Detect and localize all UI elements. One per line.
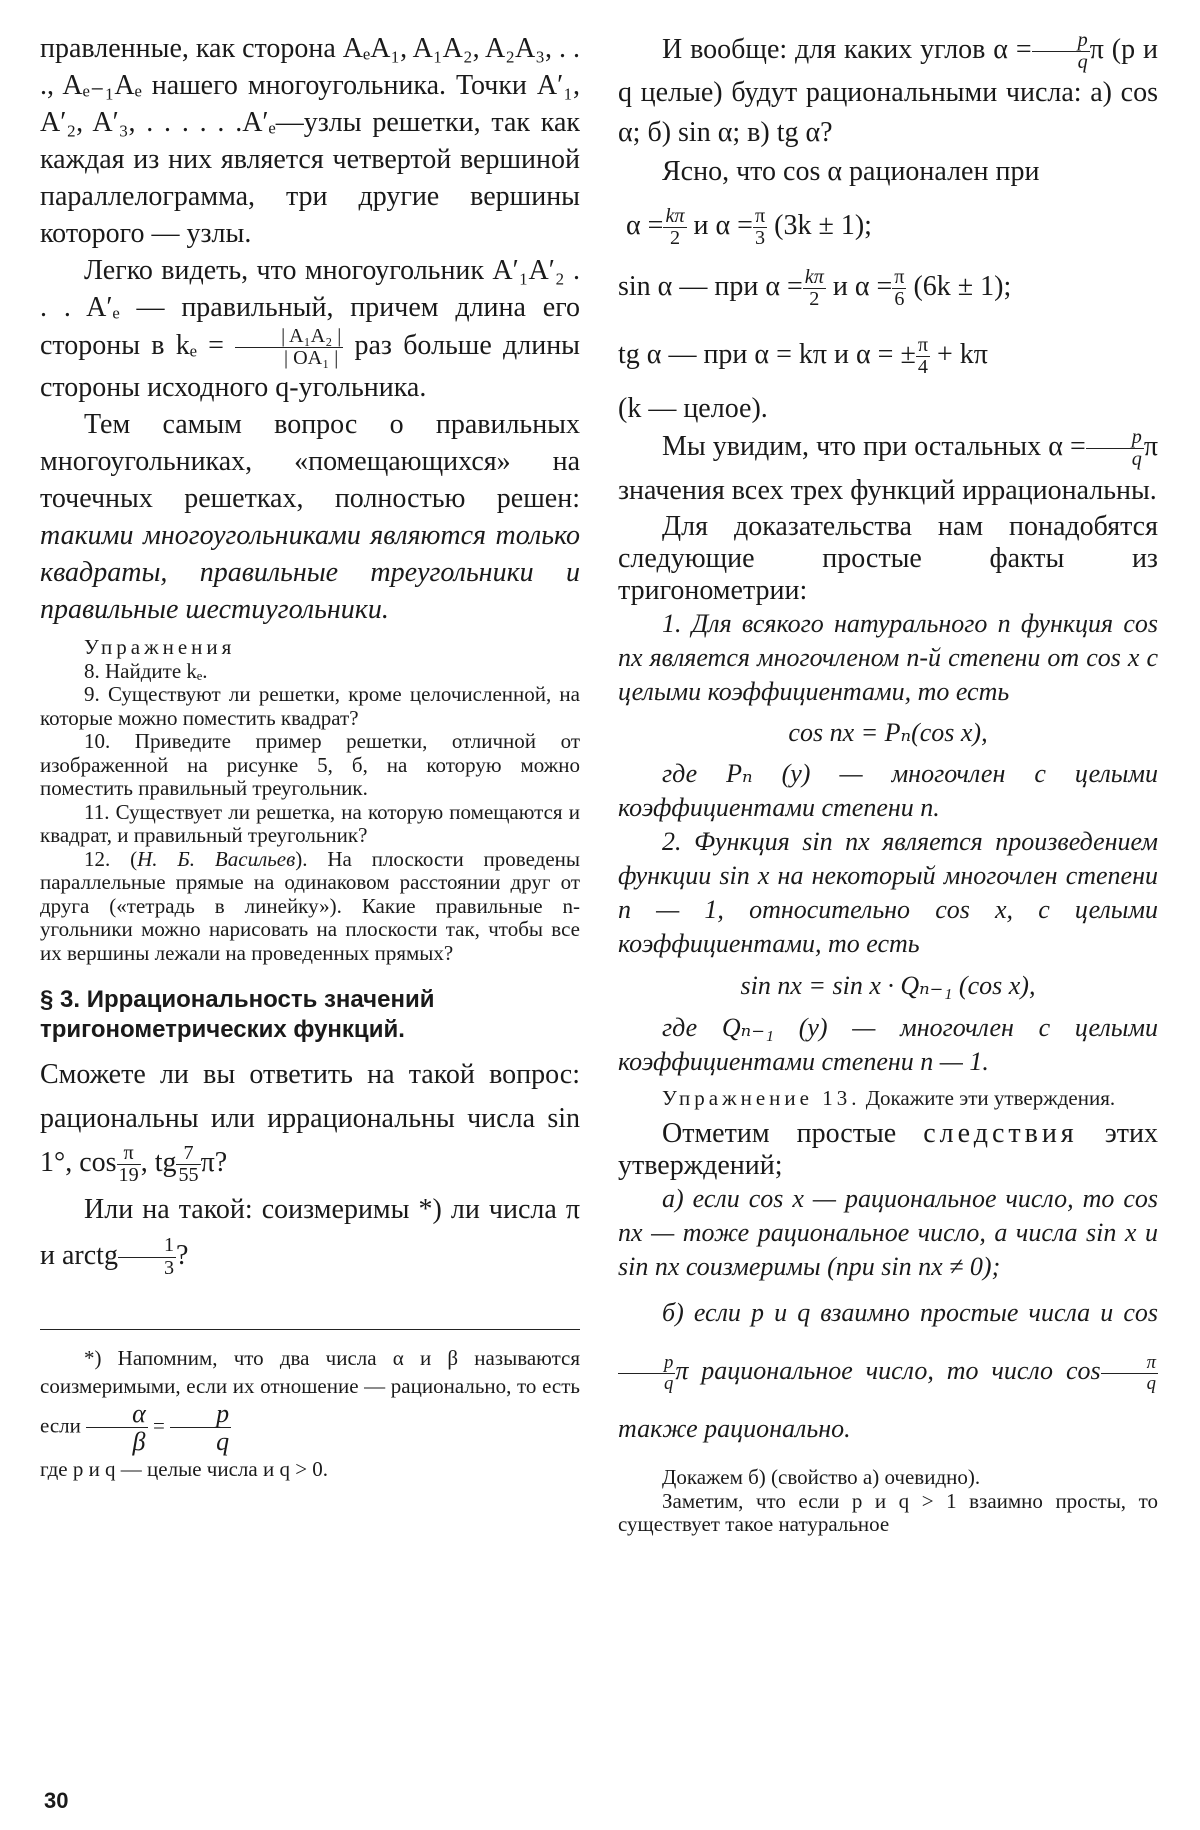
left-column — [40, 30, 580, 1483]
r4-text-b: π значения всех трех функций иррациональны. — [618, 431, 1158, 506]
f2-frac-b-num: π — [894, 266, 905, 289]
r6-text-a: Отметим простые — [662, 1118, 924, 1150]
paragraph-conclusion — [40, 406, 580, 628]
frac-2-den: 55 — [178, 1164, 199, 1187]
f1-a: α = — [626, 210, 664, 242]
cb-frac-1-num: p — [618, 1353, 675, 1374]
fact-2-where: где Qₙ₋₁ (y) — многочлен с целыми коэффициентами степени n — 1. — [618, 1012, 1158, 1076]
r1-text-b: π (p и q целые) будут рациональными числа: а) cos α; б) sin α; в) tg α? — [618, 34, 1158, 149]
f1-frac-b-num: π — [754, 205, 766, 228]
page-number: 30 — [44, 1788, 69, 1813]
f2-frac-a-den: 2 — [809, 288, 820, 311]
fact-1: 1. Для всякого натурального n функция cos nx является многочленом n-й степени от cos x с целыми коэффициентами, то есть — [618, 608, 1158, 706]
fn-frac-2-num: p — [170, 1400, 231, 1428]
paragraph-consequences — [618, 1118, 1158, 1182]
question-2-frac — [118, 1235, 176, 1278]
exercise-13-title: Упражнение 13. — [662, 1085, 861, 1110]
exercise-12-b: ). На плоскости проведены параллельные прямые на одинаковом расстоянии друг от друга («тетрадь в линейку»). Какие правильные n-угольники можно нарисовать на плоскости так, чтобы все их вершины лежали на проведенных прямых? — [40, 846, 580, 965]
f1-c: (3k ± 1); — [767, 210, 872, 242]
exercise-12 — [40, 848, 580, 966]
question-1-text-b: , tg — [140, 1147, 177, 1179]
f3-a: tg α — при α = kπ и α = ± — [618, 339, 916, 371]
paragraph-k-integer: (k — целое). — [618, 393, 768, 425]
f3-frac-num: π — [917, 334, 929, 357]
r4-frac — [1086, 427, 1144, 470]
paragraph-polygon-vertices: правленные, как сторона AₑA₁, A₁A₂, A₂A₃, . . ., Aₑ₋₁Aₑ нашего многоугольника. Точки A′₁, A′₂, A′₃, . . . . . .A′ₑ—узлы решетки, так как каждая из них является четвертой вершиной параллелограмма, три другие вершины которого — узлы. — [40, 33, 581, 249]
paragraph-question-2 — [40, 1187, 580, 1279]
question-1-text-a: Сможете ли вы ответить на такой вопрос: рациональны или иррациональны числа sin 1°, cos — [40, 1059, 580, 1179]
fact-1-where: где Pₙ (y) — многочлен с целыми коэффициентами степени n. — [618, 758, 1158, 822]
f3-frac-den: 4 — [917, 356, 928, 379]
cb-frac-2-num: π — [1101, 1353, 1158, 1374]
exercise-9: 9. Существуют ли решетки, кроме целочисленной, на которые можно поместить квадрат? — [40, 682, 580, 730]
fact-1-formula: cos nx = Pₙ(cos x), — [788, 717, 988, 747]
question-1-frac-2 — [176, 1143, 200, 1186]
footnote-text-a: *) Напомним, что два числа α и β называются соизмеримыми, если их отношение — рационально, то есть если — [40, 1345, 580, 1438]
exercises-title: Упражнения — [84, 635, 236, 660]
paragraph-note: Заметим, что если p и q > 1 взаимно просты, то существует такое натуральное — [618, 1488, 1158, 1537]
p2-fraction-num: | A₁A₂ | — [235, 326, 343, 348]
f2-frac-a — [803, 267, 826, 310]
fn-frac-2-den: q — [216, 1427, 230, 1457]
question-1-frac-1 — [117, 1143, 141, 1186]
footnote-frac-2 — [170, 1400, 231, 1456]
fn-frac-1-den: β — [132, 1427, 146, 1457]
right-column — [618, 30, 1158, 1537]
f2-c: (6k ± 1); — [906, 271, 1012, 303]
f1-b: и α = — [686, 210, 753, 242]
formula-cos — [618, 198, 1158, 254]
exercise-10: 10. Приведите пример решетки, отличной от изображенной на рисунке 5, б, на которую можно поместить правильный треугольник. — [40, 729, 580, 801]
question-2-text-b: ? — [176, 1239, 189, 1271]
paragraph-question-1 — [40, 1053, 580, 1186]
r1-frac-den: q — [1077, 51, 1088, 74]
paragraph-which-angles — [618, 30, 1158, 153]
footnote-frac-1 — [86, 1400, 148, 1456]
cb-frac-2 — [1101, 1353, 1158, 1393]
f2-b: и α = — [825, 271, 893, 303]
footnote — [40, 1344, 580, 1484]
f2-a: sin α — при α = — [618, 271, 803, 303]
cb-text-a: б) если p и q взаимно простые числа и cos — [662, 1298, 1158, 1328]
f1-frac-b-den: 3 — [755, 227, 766, 250]
consequence-a: а) если cos x — рациональное число, то cos nx — тоже рациональное число, а числа sin x и sin nx соизмеримы (при sin nx ≠ 0); — [618, 1184, 1158, 1282]
formula-sin — [618, 254, 1158, 320]
question-2-text-a: Или на такой: соизмеримы *) ли числа π и arctg — [40, 1193, 580, 1271]
exercise-12-a: 12. ( — [84, 846, 138, 871]
cb-text-c: также рационально. — [618, 1414, 851, 1444]
frac-1-num: π — [117, 1143, 141, 1165]
q2-frac-num: 1 — [118, 1235, 176, 1257]
cb-frac-2-den: q — [1146, 1372, 1156, 1394]
f1-frac-a-den: 2 — [669, 227, 681, 250]
formula-tg — [618, 320, 1158, 390]
cb-frac-1-den: q — [664, 1372, 674, 1394]
r4-text-a: Мы увидим, что при остальных α = — [662, 431, 1086, 463]
frac-1-den: 19 — [118, 1164, 139, 1187]
section-title: § 3. Иррациональность значений тригонометрических функций. — [40, 986, 435, 1044]
f2-frac-b-den: 6 — [894, 288, 905, 311]
exercise-13-text: Докажите эти утверждения. — [860, 1085, 1116, 1110]
p2-fraction — [235, 326, 343, 369]
fact-2-formula: sin nx = sin x · Qₙ₋₁ (cos x), — [740, 970, 1036, 1000]
p2-text-b: раз больше длины стороны исходного q-угольника. — [40, 330, 580, 404]
r6-text-b: этих утверждений; — [618, 1118, 1158, 1182]
f3-b: + kπ — [930, 339, 988, 371]
paragraph-regular-polygon — [40, 252, 580, 406]
p2-text-a: Легко видеть, что многоугольник A′₁A′₂ . . . A′ₑ — правильный, причем длина его стороны в kₑ = — [40, 255, 580, 362]
paragraph-irrational — [618, 427, 1158, 510]
exercise-13 — [618, 1087, 1158, 1111]
fact-2: 2. Функция sin nx является произведением функции sin x на некоторый многочлен степени n — 1, относительно cos x, с целыми коэффициентами, то есть — [618, 826, 1158, 958]
p2-fraction-den: | OA₁ | — [284, 347, 339, 370]
f2-frac-a-num: kπ — [804, 266, 824, 289]
exercise-11: 11. Существует ли решетка, на которую помещаются и квадрат, и правильный треугольник? — [40, 799, 580, 848]
consequence-b — [618, 1284, 1158, 1458]
cb-frac-1 — [618, 1353, 675, 1393]
f1-frac-b — [753, 206, 767, 249]
r1-frac — [1032, 30, 1090, 73]
question-1-text-c: π? — [200, 1147, 228, 1179]
paragraph-facts-intro: Для доказательства нам понадобятся следующие простые факты из тригонометрии: — [618, 510, 1158, 606]
r1-frac-num: p — [1032, 30, 1090, 52]
footnote-eq: = — [147, 1413, 171, 1438]
fn-frac-1-num: α — [86, 1400, 148, 1428]
p3-text: Тем самым вопрос о правильных многоугольниках, «помещающихся» на точечных решетках, полностью решен: — [40, 409, 580, 515]
f3-frac — [916, 335, 930, 378]
r4-frac-num: p — [1086, 427, 1144, 449]
f2-frac-b — [892, 267, 906, 310]
frac-2-num: 7 — [176, 1143, 200, 1165]
q2-frac-den: 3 — [163, 1256, 175, 1279]
r6-spaced: следствия — [923, 1118, 1078, 1150]
p3-italic: такими многоугольниками являются только квадраты, правильные треугольники и правильные шестиугольники. — [40, 520, 580, 626]
paragraph-prove-b: Докажем б) (свойство а) очевидно). — [662, 1465, 981, 1490]
cb-text-b: π рациональное число, то число cos — [675, 1356, 1101, 1386]
exercise-8: 8. Найдите kₑ. — [84, 658, 208, 683]
f1-frac-a — [663, 206, 686, 249]
r1-text-a: И вообще: для каких углов α = — [662, 34, 1032, 66]
f1-frac-a-num: kπ — [665, 205, 685, 228]
footnote-text-b: где p и q — целые числа и q > 0. — [40, 1457, 329, 1482]
exercise-12-author: Н. Б. Васильев — [137, 846, 296, 871]
r4-frac-den: q — [1131, 448, 1142, 471]
paragraph-cos-rational: Ясно, что cos α рационален при — [662, 156, 1040, 188]
